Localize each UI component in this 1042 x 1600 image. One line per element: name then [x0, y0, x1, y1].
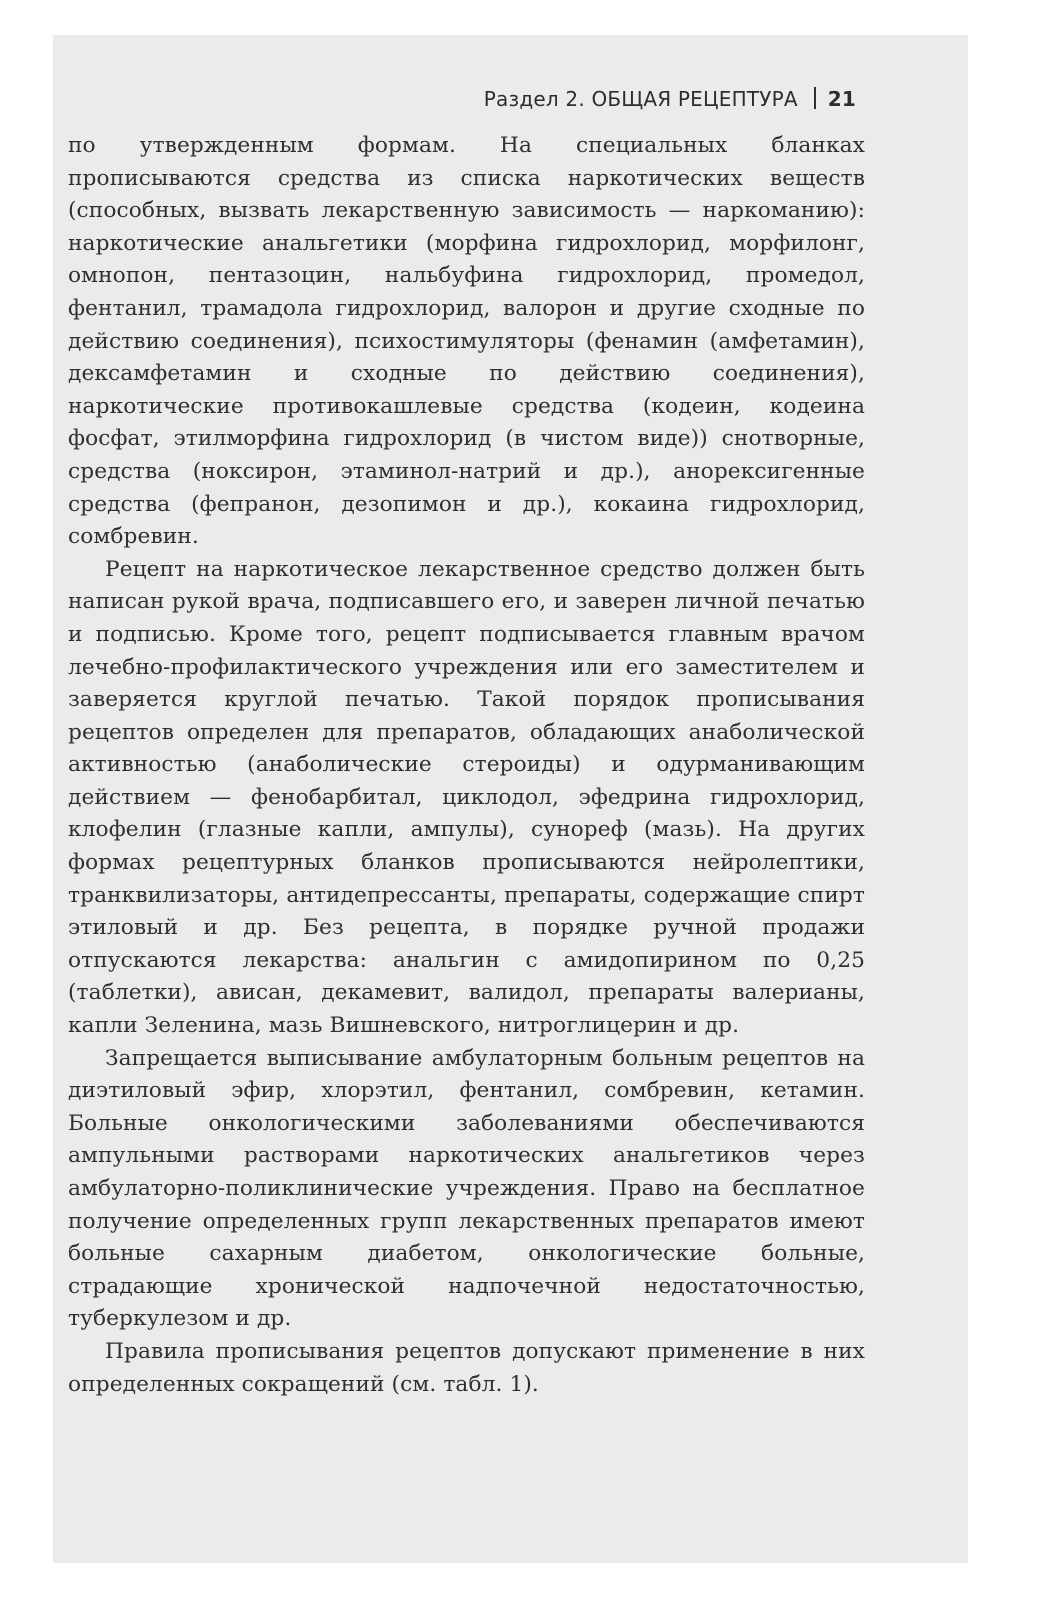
section-title: Раздел 2. ОБЩАЯ РЕЦЕПТУРА	[483, 87, 798, 111]
body-text	[68, 130, 865, 1401]
paragraph-2: Рецепт на наркотическое лекарственное средство должен быть написан рукой врача, подписавшего его, и заверен личной печатью и подписью. Кроме того, рецепт подписывается главным врачом лечебно-профилактического учреждения или его заместителем и заверяется круглой печатью. Такой порядок прописывания рецептов определен для препаратов, обладающих анаболической активностью (анаболические стероиды) и одурманивающим действием — фенобарбитал, циклодол, эфедрина гидрохлорид, клофелин (глазные капли, ампулы), сунореф (мазь). На других формах рецептурных бланков прописываются нейролептики, транквилизаторы, антидепрессанты, препараты, содержащие спирт этиловый и др. Без рецепта, в порядке ручной продажи отпускаются лекарства: анальгин с амидопирином по 0,25 (таблетки), ависан, декамевит, валидол, препараты валерианы, капли Зеленина, мазь Вишневского, нитроглицерин и др.	[68, 556, 865, 1039]
page-number: 21	[827, 87, 856, 111]
book-page	[53, 35, 968, 1563]
paragraph-1: по утвержденным формам. На специальных бланках прописываются средства из списка наркотических веществ (способных, вызвать лекарственную зависимость — наркоманию): наркотические анальгетики (морфина гидрохлорид, морфилонг, омнопон, пентазоцин, нальбуфина гидрохлорид, промедол, фентанил, трамадола гидрохлорид, валорон и другие сходные по действию соединения), психостимуляторы (фенамин (амфетамин), дексамфетамин и сходные по действию соединения), наркотические противокашлевые средства (кодеин, кодеина фосфат, этилморфина гидрохлорид (в чистом виде)) снотворные, средства (ноксирон, этаминол-натрий и др.), анорексигенные средства (фепранон, дезопимон и др.), кокаина гидрохлорид, сомбревин.	[68, 133, 865, 550]
paragraph-4: Правила прописывания рецептов допускают применение в них определенных сокращений (см. табл. 1).	[68, 1338, 865, 1397]
header-divider	[814, 87, 816, 109]
running-head	[484, 87, 856, 111]
paragraph-3: Запрещается выписывание амбулаторным больным рецептов на диэтиловый эфир, хлорэтил, фентанил, сомбревин, кетамин. Больные онкологическими заболеваниями обеспечиваются ампульными растворами наркотических анальгетиков через амбулаторно-поликлинические учреждения. Право на бесплатное получение определенных групп лекарственных препаратов имеют больные сахарным диабетом, онкологические больные, страдающие хронической надпочечной недостаточностью, туберкулезом и др.	[68, 1045, 865, 1332]
